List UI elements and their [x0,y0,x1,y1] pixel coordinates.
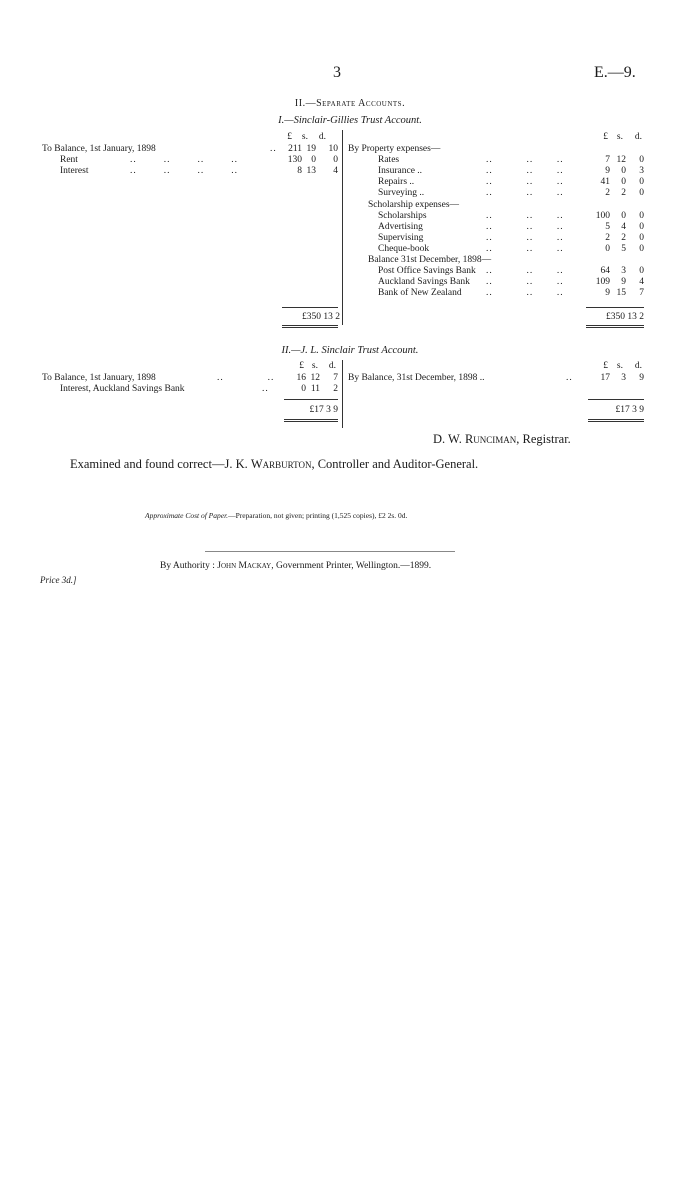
a1-right-label: By Property expenses— [348,144,441,154]
a1-left-pence: 4 [333,166,338,176]
document-code: E.—9. [594,64,636,81]
a1-left-header-shillings: s. [301,132,308,142]
authority-line [160,561,431,571]
a1-right-label: Bank of New Zealand [378,288,462,299]
a1-right-shillings: 3 [621,266,626,277]
a2-left-label: Interest, Auckland Savings Bank [60,384,185,394]
a1-left-header-pence: d. [318,132,326,142]
a2-left-total-rule [284,399,338,400]
a1-right-shillings: 0 [621,177,626,188]
a1-right-pence: 0 [639,188,644,199]
a1-right-pounds: 7 [605,155,610,166]
a1-right-label: Rates [378,155,400,166]
a2-right-total: £17 3 9 [615,405,644,415]
a2-left-total-double-rule [284,419,338,420]
examined-suffix: , Controller and Auditor-General. [311,457,479,471]
cost-note-heading: Approximate Cost of Paper. [145,511,229,520]
a1-right-pence: 0 [639,221,644,232]
a1-right-shillings: 2 [621,232,626,243]
a1-right-pence: 0 [639,155,644,166]
a1-right-label: Post Office Savings Bank [378,266,476,277]
a2-left-pence: 2 [333,384,338,394]
a1-right-pounds: 9 [605,166,610,177]
a1-left-label: Interest [60,166,89,176]
a1-right-pence: 7 [639,288,644,299]
registrar-name: D. W. Runciman [433,432,517,446]
a2-right-header-pounds: £ [603,361,608,371]
a2-left-pounds: 0 [301,384,306,394]
cost-note [145,511,407,520]
a1-right-pounds: 100 [595,210,610,221]
a2-right-header-pence: d. [634,361,642,371]
a1-left-label: Rent [60,155,78,165]
a2-left-header-shillings: s. [311,361,318,371]
a2-left-pence: 7 [333,373,338,383]
page-number: 3 [333,64,341,81]
a1-right-label: Insurance .. [378,166,423,177]
a1-right-pounds: 0 [605,243,610,254]
price: Price 3d.] [40,575,77,585]
registrar-title: , Registrar. [516,432,571,446]
a1-right-shillings: 4 [621,221,626,232]
a1-right-label: Repairs .. [378,177,415,188]
a1-right-pounds: 64 [600,266,610,277]
a1-right-shillings: 12 [616,155,626,166]
a1-right-pence: 0 [639,243,644,254]
a1-right-shillings: 2 [621,188,626,199]
examined-prefix: Examined and found correct—J. K. [70,457,251,471]
a1-column-divider [342,130,343,325]
authority-prefix: By Authority : [160,561,218,571]
printer-name: John Mackay [217,561,272,571]
a2-right-shillings: 3 [621,373,626,383]
a1-right-shillings: 0 [621,166,626,177]
a1-right-pounds: 2 [605,188,610,199]
a1-right-label: Scholarship expenses— [368,199,460,210]
a2-column-divider [342,360,343,428]
a1-left-total-rule [282,307,338,308]
a1-right-label: Auckland Savings Bank [378,277,470,288]
a1-left-pence: 10 [328,144,338,154]
account2-title: II.—J. L. Sinclair Trust Account. [281,345,419,356]
a2-left-header-pounds: £ [299,361,304,371]
a1-right-pence: 0 [639,232,644,243]
a1-right-total: £350 13 2 [606,312,644,322]
a1-right-shillings: 15 [616,288,626,299]
a1-left-pounds: 8 [297,166,302,176]
a1-left-pounds: 211 [288,144,302,154]
a1-left-total-double-rule [282,325,338,326]
a1-left-header-pounds: £ [287,132,292,142]
a1-right-pounds: 5 [605,221,610,232]
a1-left-total: £350 13 2 [302,312,340,322]
a1-right-total-double-rule [586,325,644,326]
a2-left-total-double-rule-2 [284,421,338,422]
a2-left-total: £17 3 9 [309,405,338,415]
a1-right-shillings: 0 [621,210,626,221]
a2-right-pence: 9 [639,373,644,383]
a1-right-pence: 0 [639,177,644,188]
a2-left-shillings: 12 [310,373,320,383]
a2-left-shillings: 11 [310,384,320,394]
a1-right-pounds: 41 [600,177,610,188]
a1-right-total-rule [586,307,644,308]
auditor-name: Warburton [250,457,312,471]
a1-right-label: Surveying .. [378,188,425,199]
a1-right-pounds: 9 [605,288,610,299]
a1-left-shillings: 19 [306,144,316,154]
a1-right-label: Balance 31st December, 1898— [368,255,492,265]
a1-left-pounds: 130 [287,155,302,165]
a1-left-pence: 0 [333,155,338,165]
a1-right-header-pounds: £ [603,132,608,142]
a1-left-shillings: 0 [311,155,316,165]
authority-rule [205,551,455,552]
a1-right-header-pence: d. [634,132,642,142]
a2-left-header-pence: d. [328,361,336,371]
examined-statement [70,457,478,472]
a1-right-header-shillings: s. [616,132,623,142]
a1-left-label: To Balance, 1st January, 1898 [42,144,156,154]
a1-right-label: Supervising [378,232,424,243]
a1-right-label: Scholarships [378,210,427,221]
a1-right-pence: 3 [639,166,644,177]
a2-right-label: By Balance, 31st December, 1898 .. [348,373,485,383]
a1-right-pence: 0 [639,210,644,221]
a1-right-shillings: 5 [621,243,626,254]
a2-right-pounds: 17 [600,373,610,383]
cost-note-text: —Preparation, not given; printing (1,525 copies), £2 2s. 0d. [228,511,408,520]
a2-right-total-rule [588,399,644,400]
a1-left-total-double-rule-2 [282,327,338,328]
section-title: II.—Separate Accounts. [294,98,406,109]
a1-right-shillings: 9 [621,277,626,288]
a2-left-label: To Balance, 1st January, 1898 [42,373,156,383]
a1-left-shillings: 13 [306,166,316,176]
a2-right-total-double-rule [588,419,644,420]
a2-left-pounds: 16 [296,373,306,383]
a2-right-total-double-rule-2 [588,421,644,422]
a1-right-pence: 0 [639,266,644,277]
registrar-signature [433,432,571,447]
a1-right-pounds: 2 [605,232,610,243]
account1-title: I.—Sinclair-Gillies Trust Account. [278,115,422,126]
a1-right-total-double-rule-2 [586,327,644,328]
a2-right-header-shillings: s. [616,361,623,371]
authority-suffix: , Government Printer, Wellington.—1899. [271,561,432,571]
a1-right-label: Cheque-book [378,243,430,254]
a1-right-pounds: 109 [595,277,610,288]
a1-right-pence: 4 [639,277,644,288]
a1-right-label: Advertising [378,221,423,232]
